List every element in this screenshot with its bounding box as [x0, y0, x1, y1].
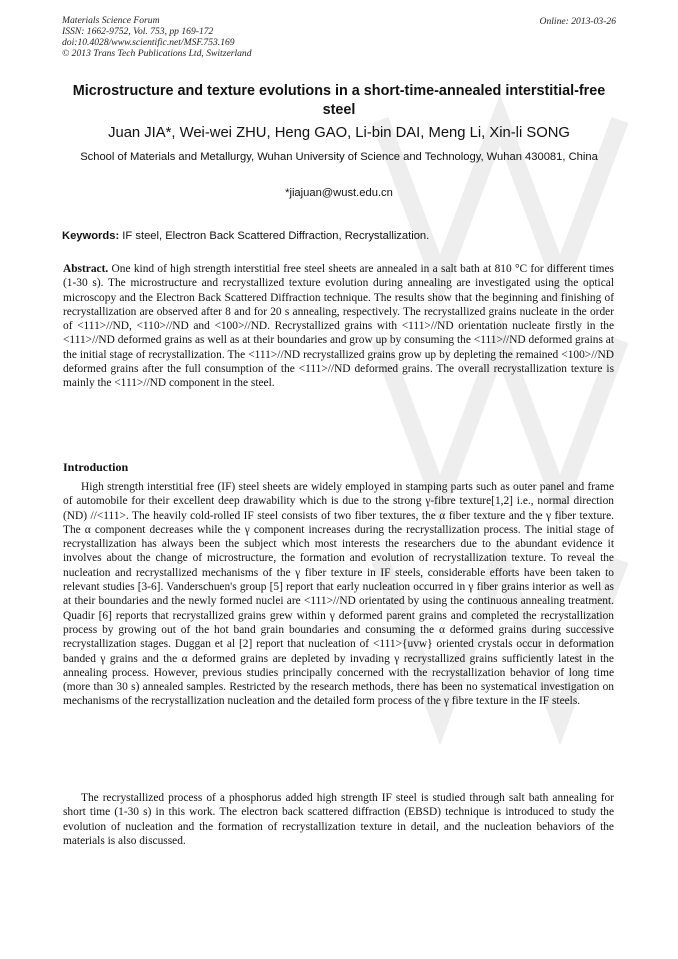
abstract-text: One kind of high strength interstitial free steel sheets are annealed in a salt bath at 810 °C for different times (1-30 s). The microstructure and recrystallized texture evolution during annealing are investigated using the optical microscopy and the Electron Back Scattered Diffraction technique. The results show that the beginning and finishing of recrystallization are observed after 8 and for 20 s annealing, respectively. The recrystallized grains nucleate in the order of <111>//ND, <110>//ND and <100>//ND. Recrystallized grains with <111>//ND orientation nucleate firstly in the <111>//ND deformed grains as well as at their boundaries and grow up by consuming the <111>//ND deformed grains at the initial stage of recrystallization. The <111>//ND recrystallized grains grow up by depleting the remained <100>//ND deformed grains after the full consumption of the <111>//ND deformed grains. The overall recrystallization texture is mainly the <111>//ND component in the steel.	[63, 263, 614, 390]
journal-name: Materials Science Forum	[62, 15, 160, 26]
intro-paragraph-1: High strength interstitial free (IF) steel sheets are widely employed in stamping parts such as outer panel and frame of automobile for their excellent deep drawability which is due to the strong γ-fibre texture[1,2] i.e., normal direction (ND) //<111>. The heavily cold-rolled IF steel consists of two fiber textures, the α fiber texture and the γ fiber texture. The α component decreases while the γ component increases during the recrystallization process. The initial stage of recrystallization has always been the subject which most interests the researchers due to the abundant evidence it involves about the change of microstructure, the formation and evolution of recrystallization texture. To reveal the nucleation and recrystallized mechanisms of the γ fiber texture in IF steels, considerable efforts have been taken to relevant studies [3-6]. Vanderschuen's group [5] report that early nucleation occurred in γ fiber grains interior as well as at their boundaries and the newly formed nuclei are <111>//ND orientated by using the continuous annealing treatment. Quadir [6] reports that recrystallized grains grew within γ deformed parent grains and completed the recrystallization process by growing out of the hot band grain boundaries and consuming the α deformed grains during successive recrystallization stages. Duggan et al [2] report that nucleation of <111>{uvw} oriented crystals occur in deformation banded γ grains and the α deformed grains are depleted by invading γ recrystallized grains sufficiently latest in the annealing process. However, previous studies principally concerned with the recrystallization behavior of long time (more than 30 s) annealed samples. Restricted by the research methods, there has been no systematical investigation on mechanisms of the recrystallization nucleation and the detailed form process of the γ fibre texture in the IF steels.	[63, 481, 614, 708]
keywords	[62, 229, 616, 244]
author-list: Juan JIA*, Wei-wei ZHU, Heng GAO, Li-bin DAI, Meng Li, Xin-li SONG	[108, 125, 570, 141]
abstract	[63, 262, 614, 391]
doi-link[interactable]: doi:10.4028/www.scientific.net/MSF.753.169	[62, 37, 235, 48]
paper-title: Microstructure and texture evolutions in a short-time-annealed interstitial-free steel	[72, 83, 606, 118]
section-heading-introduction: Introduction	[63, 460, 129, 474]
keywords-label: Keywords:	[62, 230, 120, 242]
affiliation: School of Materials and Metallurgy, Wuhan University of Science and Technology, Wuhan 430081, China	[80, 151, 598, 163]
keywords-text: IF steel, Electron Back Scattered Diffraction, Recrystallization.	[119, 230, 430, 242]
intro-paragraph-2: The recrystallized process of a phosphorus added high strength IF steel is studied through salt bath annealing for short time (1-30 s) in this work. The electron back scattered diffraction (EBSD) technique is introduced to study the evolution of nucleation and the formation of recrystallization texture in detail, and the nucleation behaviors of the materials is also discussed.	[63, 792, 614, 847]
issn-line: ISSN: 1662-9752, Vol. 753, pp 169-172	[62, 26, 214, 37]
online-date: Online: 2013-03-26	[539, 16, 616, 27]
corresponding-email[interactable]: *jiajuan@wust.edu.cn	[285, 187, 393, 199]
copyright-line: © 2013 Trans Tech Publications Ltd, Switzerland	[62, 48, 252, 59]
abstract-label: Abstract.	[63, 263, 109, 275]
